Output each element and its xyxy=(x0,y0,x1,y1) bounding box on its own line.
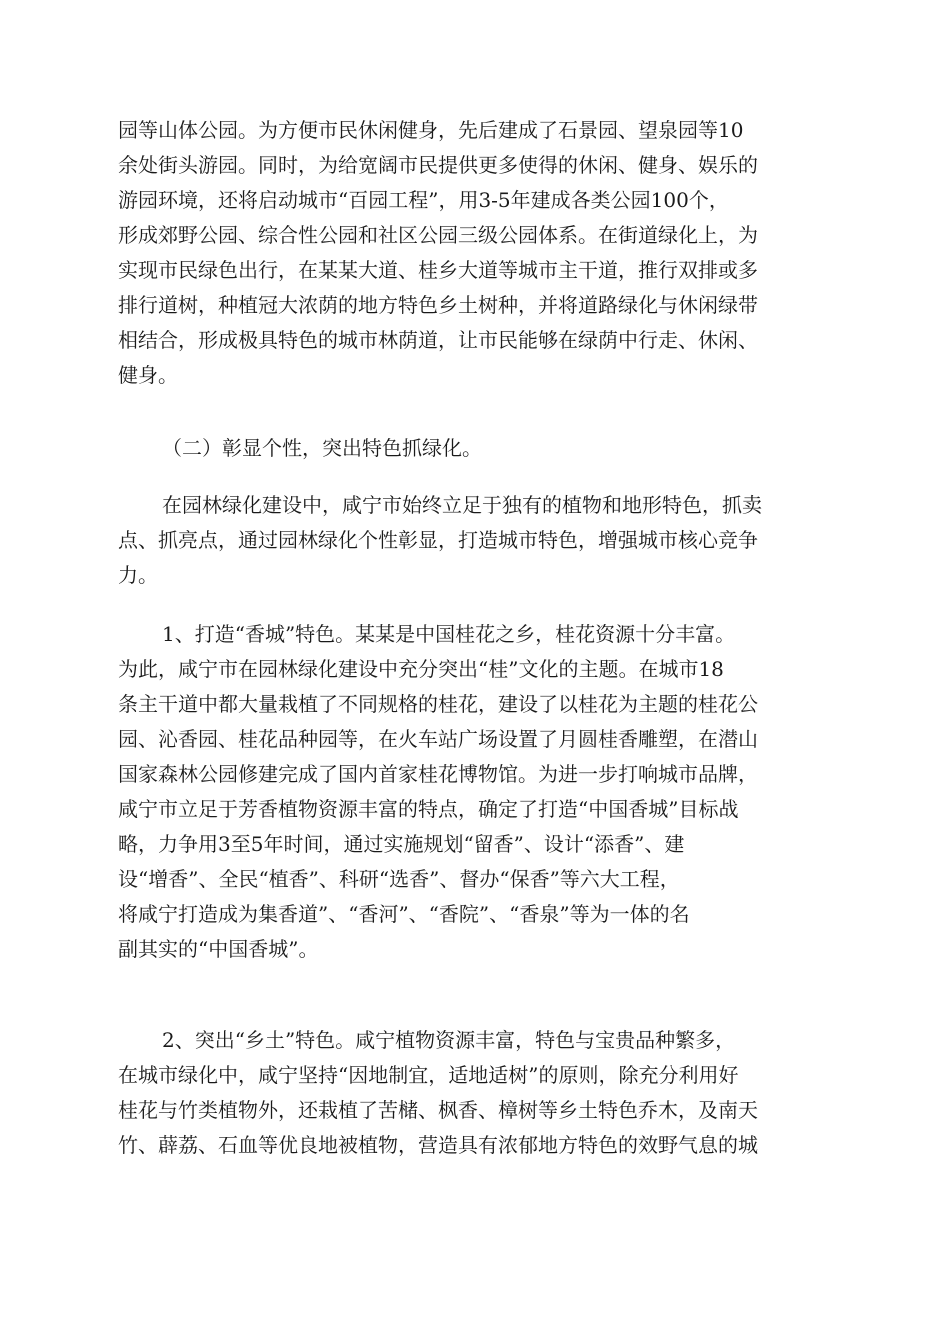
text-line: 实现市民绿色出行，在某某大道、桂乡大道等城市主干道，推行双排或多 xyxy=(118,258,758,282)
heading-line: （二）彰显个性，突出特色抓绿化。 xyxy=(162,436,482,460)
text-line: 将咸宁打造成为集香道”、“香河”、“香院”、“香泉”等为一体的名 xyxy=(118,902,690,926)
paragraph-item-1 xyxy=(118,617,838,967)
text-line: 副其实的“中国香城”。 xyxy=(118,937,319,961)
text-line: 在园林绿化建设中，咸宁市始终立足于独有的植物和地形特色，抓卖 xyxy=(162,493,762,517)
section-heading xyxy=(118,431,838,466)
text-line: 桂花与竹类植物外，还栽植了苦槠、枫香、樟树等乡土特色乔木，及南天 xyxy=(118,1098,758,1122)
text-line: 为此，咸宁市在园林绿化建设中充分突出“桂”文化的主题。在城市18 xyxy=(118,657,724,681)
text-line: 咸宁市立足于芳香植物资源丰富的特点，确定了打造“中国香城”目标战 xyxy=(118,797,739,821)
text-line: 竹、薜荔、石血等优良地被植物，营造具有浓郁地方特色的效野气息的城 xyxy=(118,1133,758,1157)
paragraph-section-intro xyxy=(118,488,838,593)
text-line: 排行道树，种植冠大浓荫的地方特色乡土树种，并将道路绿化与休闲绿带 xyxy=(118,293,758,317)
text-line: 健身。 xyxy=(118,363,178,387)
paragraph-item-2 xyxy=(118,1023,838,1163)
text-line: 力。 xyxy=(118,563,158,587)
paragraph-intro-continuation xyxy=(118,113,838,393)
text-line: 略，力争用3至5年时间，通过实施规划“留香”、设计“添香”、建 xyxy=(118,832,685,856)
text-line: 相结合，形成极具特色的城市林荫道，让市民能够在绿荫中行走、休闲、 xyxy=(118,328,758,352)
text-line: 园等山体公园。为方便市民休闲健身，先后建成了石景园、望泉园等10 xyxy=(118,118,744,142)
text-line: 余处街头游园。同时，为给宽阔市民提供更多使得的休闲、健身、娱乐的 xyxy=(118,153,758,177)
text-line: 2、突出“乡土”特色。咸宁植物资源丰富，特色与宝贵品种繁多， xyxy=(162,1028,736,1052)
text-line: 1、打造“香城”特色。某某是中国桂花之乡，桂花资源十分丰富。 xyxy=(162,622,736,646)
text-line: 点、抓亮点，通过园林绿化个性彰显，打造城市特色，增强城市核心竞争 xyxy=(118,528,758,552)
text-line: 游园环境，还将启动城市“百园工程”，用3-5年建成各类公园100个， xyxy=(118,188,729,212)
text-line: 形成郊野公园、综合性公园和社区公园三级公园体系。在街道绿化上，为 xyxy=(118,223,758,247)
text-line: 条主干道中都大量栽植了不同规格的桂花，建设了以桂花为主题的桂花公 xyxy=(118,692,758,716)
text-line: 国家森林公园修建完成了国内首家桂花博物馆。为进一步打响城市品牌， xyxy=(118,762,758,786)
text-line: 在城市绿化中，咸宁坚持“因地制宜，适地适树”的原则，除充分利用好 xyxy=(118,1063,739,1087)
text-line: 设“增香”、全民“植香”、科研“选香”、督办“保香”等六大工程， xyxy=(118,867,680,891)
text-line: 园、沁香园、桂花品种园等，在火车站广场设置了月圆桂香雕塑，在潜山 xyxy=(118,727,758,751)
